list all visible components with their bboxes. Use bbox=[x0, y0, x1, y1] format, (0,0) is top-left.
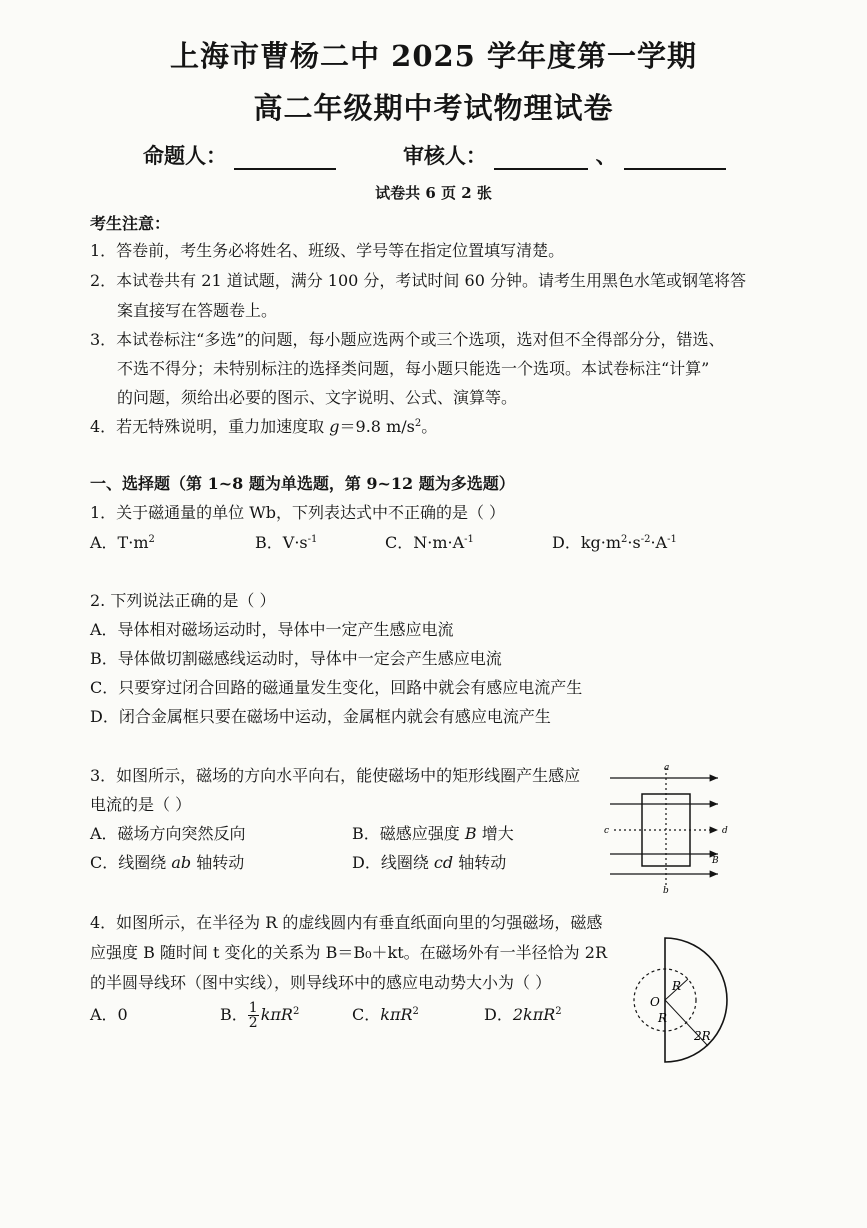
fraction-half: $\frac{1}{2}$ bbox=[248, 1000, 258, 1031]
notice-item-3: 3．本试卷标注“多选”的问题，每小题应选两个或三个选项，选对但不全得部分分，错选、 bbox=[90, 330, 725, 349]
page-count-note: 试卷共 6 页 2 张 bbox=[375, 184, 492, 202]
label-b: b bbox=[663, 886, 669, 894]
label-R2: R bbox=[658, 1011, 668, 1025]
notice-heading: 考生注意： bbox=[90, 214, 171, 233]
notice-item-2-cont: 案直接写在答题卷上。 bbox=[117, 301, 278, 320]
q2-option-c: C．只要穿过闭合回路的磁通量发生变化，回路中就会有感应电流产生 bbox=[90, 678, 583, 697]
notice-item-1: 1．答卷前，考生务必将姓名、班级、学号等在指定位置填写清楚。 bbox=[90, 241, 565, 260]
q3-stem-line2: 电流的是（ ） bbox=[90, 795, 192, 814]
notice-item-4: 4．若无特殊说明，重力加速度取 g＝9.8 $m/s^2$。 bbox=[90, 417, 438, 436]
q4-option-c: C．kπR$^2$ bbox=[352, 1005, 419, 1024]
q2-option-a: A．导体相对磁场运动时，导体中一定产生感应电流 bbox=[90, 620, 454, 639]
setter-blank bbox=[234, 150, 336, 170]
q1-option-b: B．$V\cdot s^{-1}$ bbox=[255, 533, 318, 552]
label-2R: 2R bbox=[694, 1029, 711, 1043]
exam-title-subject: 高二年级期中考试物理试卷 bbox=[253, 91, 614, 125]
q4-semicircle-figure bbox=[620, 928, 780, 1073]
q4-option-d: D．2kπR$^2$ bbox=[484, 1005, 562, 1024]
q3-option-b: B．磁感应强度 B 增大 bbox=[352, 824, 514, 843]
exam-title-school: 上海市曹杨二中 2025 学年度第一学期 bbox=[170, 39, 697, 73]
reviewer-blank-2 bbox=[624, 150, 726, 170]
label-O: O bbox=[650, 995, 660, 1009]
section-heading: 一、选择题（第 1~8 题为单选题，第 9~12 题为多选题） bbox=[90, 474, 515, 493]
reviewer-separator: 、 bbox=[595, 143, 617, 168]
q2-stem: 2. 下列说法正确的是（ ） bbox=[90, 591, 276, 610]
q2-option-b: B．导体做切割磁感线运动时，导体中一定会产生感应电流 bbox=[90, 649, 502, 668]
q3-option-c: C．线圈绕 ab 轴转动 bbox=[90, 853, 245, 872]
notice-item-2: 2．本试卷共有 21 道试题，满分 100 分，考试时间 60 分钟。请考生用黑色水笔或钢笔将答 bbox=[90, 271, 746, 290]
q1-option-d: D．$kg\cdot m^2\cdot s^{-2}\cdot A^{-1}$ bbox=[552, 533, 677, 552]
q4-option-a: A．0 bbox=[90, 1005, 128, 1024]
q3-stem-line1: 3．如图所示，磁场的方向水平向右，能使磁场中的矩形线圈产生感应 bbox=[90, 766, 581, 785]
q1-option-c: C．$N\cdot m\cdot A^{-1}$ bbox=[385, 533, 474, 552]
q2-option-d: D．闭合金属框只要在磁场中运动，金属框内就会有感应电流产生 bbox=[90, 707, 551, 726]
reviewer-blank-1 bbox=[494, 150, 588, 170]
signature-row bbox=[143, 140, 726, 170]
label-a: a bbox=[664, 764, 670, 773]
q4-option-b: B． $\frac{1}{2}$ kπR$^2$ bbox=[220, 1000, 300, 1031]
notice-item-3-cont1: 不选不得分；未特别标注的选择类问题，每小题只能选一个选项。本试卷标注“计算” bbox=[117, 359, 710, 378]
q3-option-a: A．磁场方向突然反向 bbox=[90, 824, 246, 843]
q3-magnetic-field-figure bbox=[600, 764, 740, 894]
setter-label: 命题人： bbox=[143, 143, 227, 168]
label-R1: R bbox=[672, 979, 682, 993]
q1-option-a: A．$T\cdot m^2$ bbox=[90, 533, 155, 552]
q1-stem: 1．关于磁通量的单位 Wb，下列表达式中不正确的是（ ） bbox=[90, 503, 506, 522]
reviewer-label: 审核人： bbox=[402, 143, 487, 168]
q4-stem-line2: 应强度 B 随时间 t 变化的关系为 B＝B₀＋kt。在磁场外有一半径恰为 2R bbox=[90, 943, 607, 962]
label-d: d bbox=[722, 826, 728, 836]
q4-stem-line3: 的半圆导线环（图中实线），则导线环中的感应电动势大小为（ ） bbox=[90, 973, 552, 992]
q3-option-d: D．线圈绕 cd 轴转动 bbox=[352, 853, 507, 872]
q4-stem-line1: 4．如图所示，在半径为 R 的虚线圆内有垂直纸面向里的匀强磁场，磁感 bbox=[90, 913, 603, 932]
label-c: c bbox=[604, 826, 610, 836]
label-B: B bbox=[712, 856, 719, 866]
notice-item-3-cont2: 的问题，须给出必要的图示、文字说明、公式、演算等。 bbox=[117, 388, 518, 407]
